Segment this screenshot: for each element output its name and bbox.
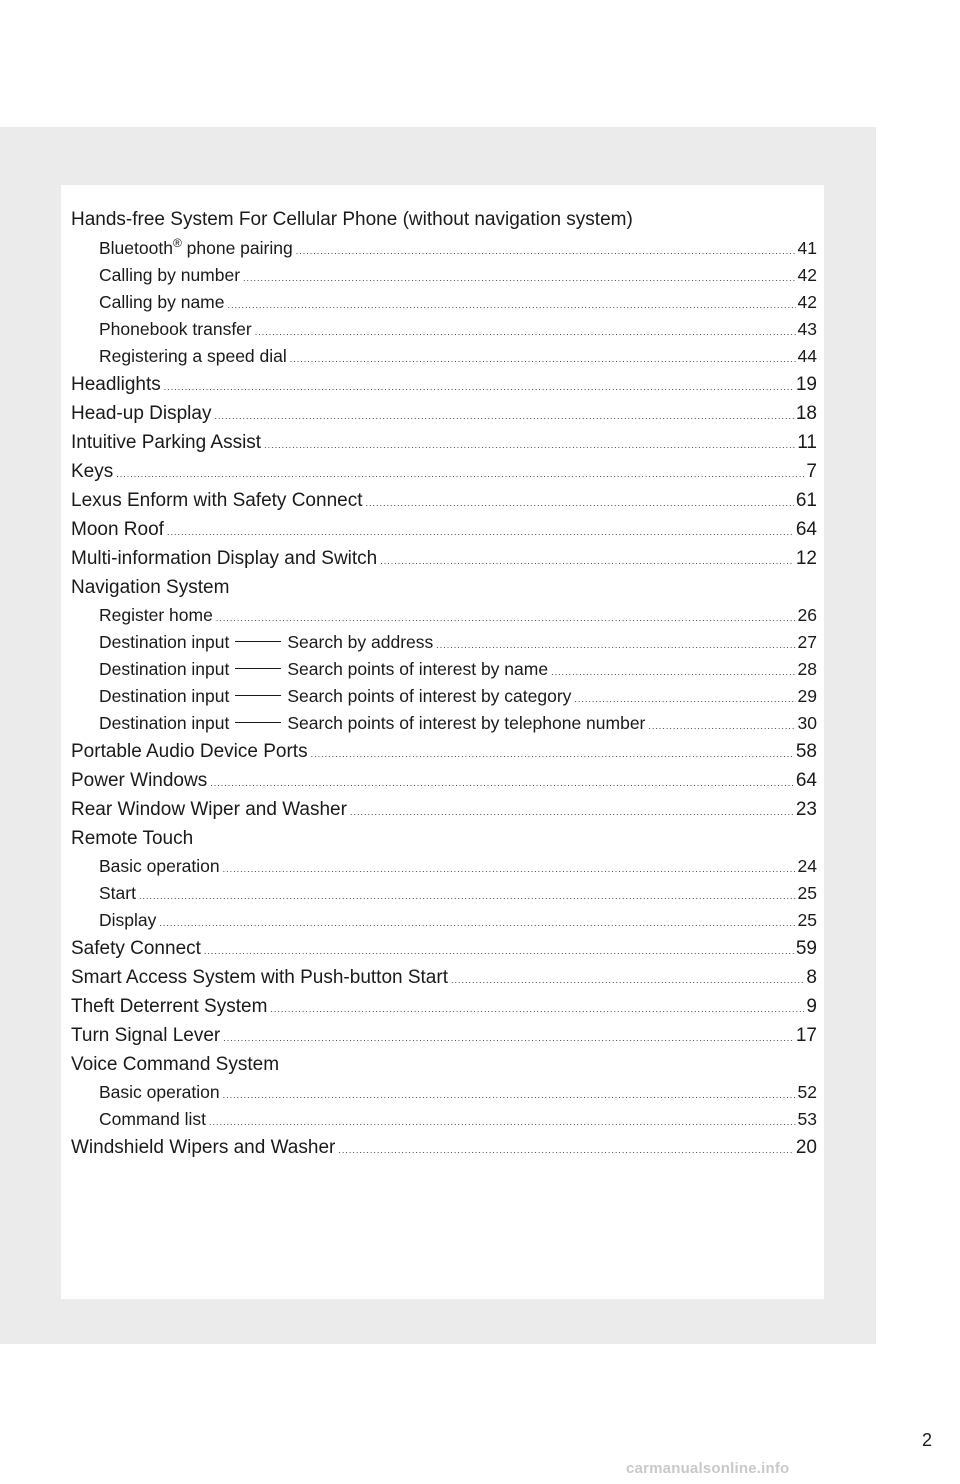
index-entry-destination-poi-name[interactable]: Destination input Search points of interest by name ..... 28 [71, 656, 817, 683]
index-entry-moon-roof[interactable]: Moon Roof ..... 64 [71, 515, 817, 544]
page-number: 2 [921, 1430, 932, 1450]
dot-leader [210, 769, 794, 795]
dot-leader [365, 489, 793, 515]
index-heading-hands-free: Hands-free System For Cellular Phone (without navigation system) [71, 209, 633, 230]
dot-leader [116, 460, 804, 486]
page-ref: 30 [797, 713, 817, 733]
page-ref: 19 [795, 374, 817, 395]
index-heading-remote-touch: Remote Touch [71, 828, 194, 849]
dot-leader [574, 686, 795, 710]
index-heading-navigation: Navigation System [71, 577, 230, 598]
page-ref: 64 [795, 770, 817, 791]
em-dash-rule [235, 668, 281, 669]
em-dash-rule [235, 641, 281, 642]
dot-leader [216, 605, 796, 629]
page-ref: 42 [797, 292, 817, 312]
dot-leader [290, 346, 796, 370]
index-entry-destination-poi-telephone[interactable]: Destination input Search points of interest by telephone number ..... 30 [71, 710, 817, 737]
index-entry-audio-ports[interactable]: Portable Audio Device Ports ..... 58 [71, 737, 817, 766]
page-ref: 27 [797, 632, 817, 652]
page-ref: 18 [795, 403, 817, 424]
dot-leader [311, 740, 794, 766]
index-entry-remote-basic-operation[interactable]: Basic operation ..... 24 [71, 853, 817, 880]
dot-leader [214, 402, 793, 428]
page-ref: 20 [795, 1137, 817, 1158]
destination-prefix: Destination input [99, 659, 230, 679]
em-dash-rule [235, 695, 281, 696]
index-entry-phonebook-transfer[interactable]: Phonebook transfer ..... 43 [71, 316, 817, 343]
dot-leader [209, 1109, 796, 1133]
index-entry-voice-basic-operation[interactable]: Basic operation ..... 52 [71, 1079, 817, 1106]
watermark: carmanualsonline.info [626, 1460, 790, 1477]
index-entry-theft-deterrent[interactable]: Theft Deterrent System ..... 9 [71, 992, 817, 1021]
page-ref: 24 [797, 856, 817, 876]
page-ref: 59 [795, 938, 817, 959]
page-ref: 42 [797, 265, 817, 285]
page-ref: 43 [797, 319, 817, 339]
page-ref: 11 [797, 432, 817, 453]
index-entry-headlights[interactable]: Headlights ..... 19 [71, 370, 817, 399]
index-entry-head-up-display[interactable]: Head-up Display ..... 18 [71, 399, 817, 428]
page-ref: 25 [797, 910, 817, 930]
destination-prefix: Destination input [99, 632, 230, 652]
dot-leader [350, 798, 794, 824]
dot-leader [451, 966, 804, 992]
dot-leader [204, 937, 794, 963]
dot-leader [223, 1024, 794, 1050]
destination-prefix: Destination input [99, 713, 230, 733]
index-entry-voice-command-list[interactable]: Command list ..... 53 [71, 1106, 817, 1133]
index-entry-speed-dial[interactable]: Registering a speed dial ..... 44 [71, 343, 817, 370]
dot-leader [159, 910, 795, 934]
dot-leader [223, 1082, 796, 1106]
dot-leader [223, 856, 796, 880]
page-ref: 26 [797, 605, 817, 625]
page-ref: 17 [795, 1025, 817, 1046]
page-ref: 58 [795, 741, 817, 762]
dot-leader [255, 319, 796, 343]
page-ref: 53 [797, 1109, 817, 1129]
page-ref: 12 [795, 548, 817, 569]
index-entry-destination-poi-category[interactable]: Destination input Search points of interest by category ..... 29 [71, 683, 817, 710]
index-list [71, 204, 817, 1162]
dot-leader [227, 292, 795, 316]
page-ref: 7 [806, 461, 817, 482]
page-ref: 25 [797, 883, 817, 903]
page-ref: 8 [806, 967, 817, 988]
page-ref: 9 [806, 996, 817, 1017]
page-ref: 29 [797, 686, 817, 706]
dot-leader [551, 659, 795, 683]
index-entry-safety-connect[interactable]: Safety Connect ..... 59 [71, 934, 817, 963]
dot-leader [380, 547, 794, 573]
dot-leader [164, 373, 794, 399]
page-ref: 28 [797, 659, 817, 679]
index-entry-bluetooth-pairing[interactable]: Bluetooth® phone pairing ..... 41 [71, 235, 817, 262]
index-entry-register-home[interactable]: Register home ..... 26 [71, 602, 817, 629]
index-entry-calling-by-number[interactable]: Calling by number ..... 42 [71, 262, 817, 289]
index-entry-remote-display[interactable]: Display ..... 25 [71, 907, 817, 934]
page-ref: 41 [797, 238, 817, 258]
index-entry-keys[interactable]: Keys ..... 7 [71, 457, 817, 486]
index-entry-destination-address[interactable]: Destination input Search by address ..... 27 [71, 629, 817, 656]
dot-leader [243, 265, 795, 289]
index-entry-calling-by-name[interactable]: Calling by name ..... 42 [71, 289, 817, 316]
index-entry-rear-wiper[interactable]: Rear Window Wiper and Washer ..... 23 [71, 795, 817, 824]
dot-leader [338, 1136, 794, 1162]
dot-leader [264, 431, 795, 457]
dot-leader [296, 238, 796, 262]
index-entry-turn-signal[interactable]: Turn Signal Lever ..... 17 [71, 1021, 817, 1050]
index-heading-voice-command: Voice Command System [71, 1054, 280, 1075]
dot-leader [436, 632, 795, 656]
page-ref: 64 [795, 519, 817, 540]
destination-prefix: Destination input [99, 686, 230, 706]
dot-leader [648, 713, 795, 737]
page-ref: 44 [797, 346, 817, 366]
dot-leader [167, 518, 794, 544]
index-entry-power-windows[interactable]: Power Windows ..... 64 [71, 766, 817, 795]
page-ref: 61 [795, 490, 817, 511]
dot-leader [139, 883, 796, 907]
index-entry-multi-info-display[interactable]: Multi-information Display and Switch ..... 12 [71, 544, 817, 573]
index-entry-lexus-enform[interactable]: Lexus Enform with Safety Connect ..... 61 [71, 486, 817, 515]
em-dash-rule [235, 722, 281, 723]
index-entry-remote-start[interactable]: Start ..... 25 [71, 880, 817, 907]
page-ref: 52 [797, 1082, 817, 1102]
dot-leader [270, 995, 804, 1021]
index-entry-windshield-wipers[interactable]: Windshield Wipers and Washer ..... 20 [71, 1133, 817, 1162]
index-entry-smart-access[interactable]: Smart Access System with Push-button Start ..... 8 [71, 963, 817, 992]
index-entry-parking-assist[interactable]: Intuitive Parking Assist ..... 11 [71, 428, 817, 457]
page-ref: 23 [795, 799, 817, 820]
